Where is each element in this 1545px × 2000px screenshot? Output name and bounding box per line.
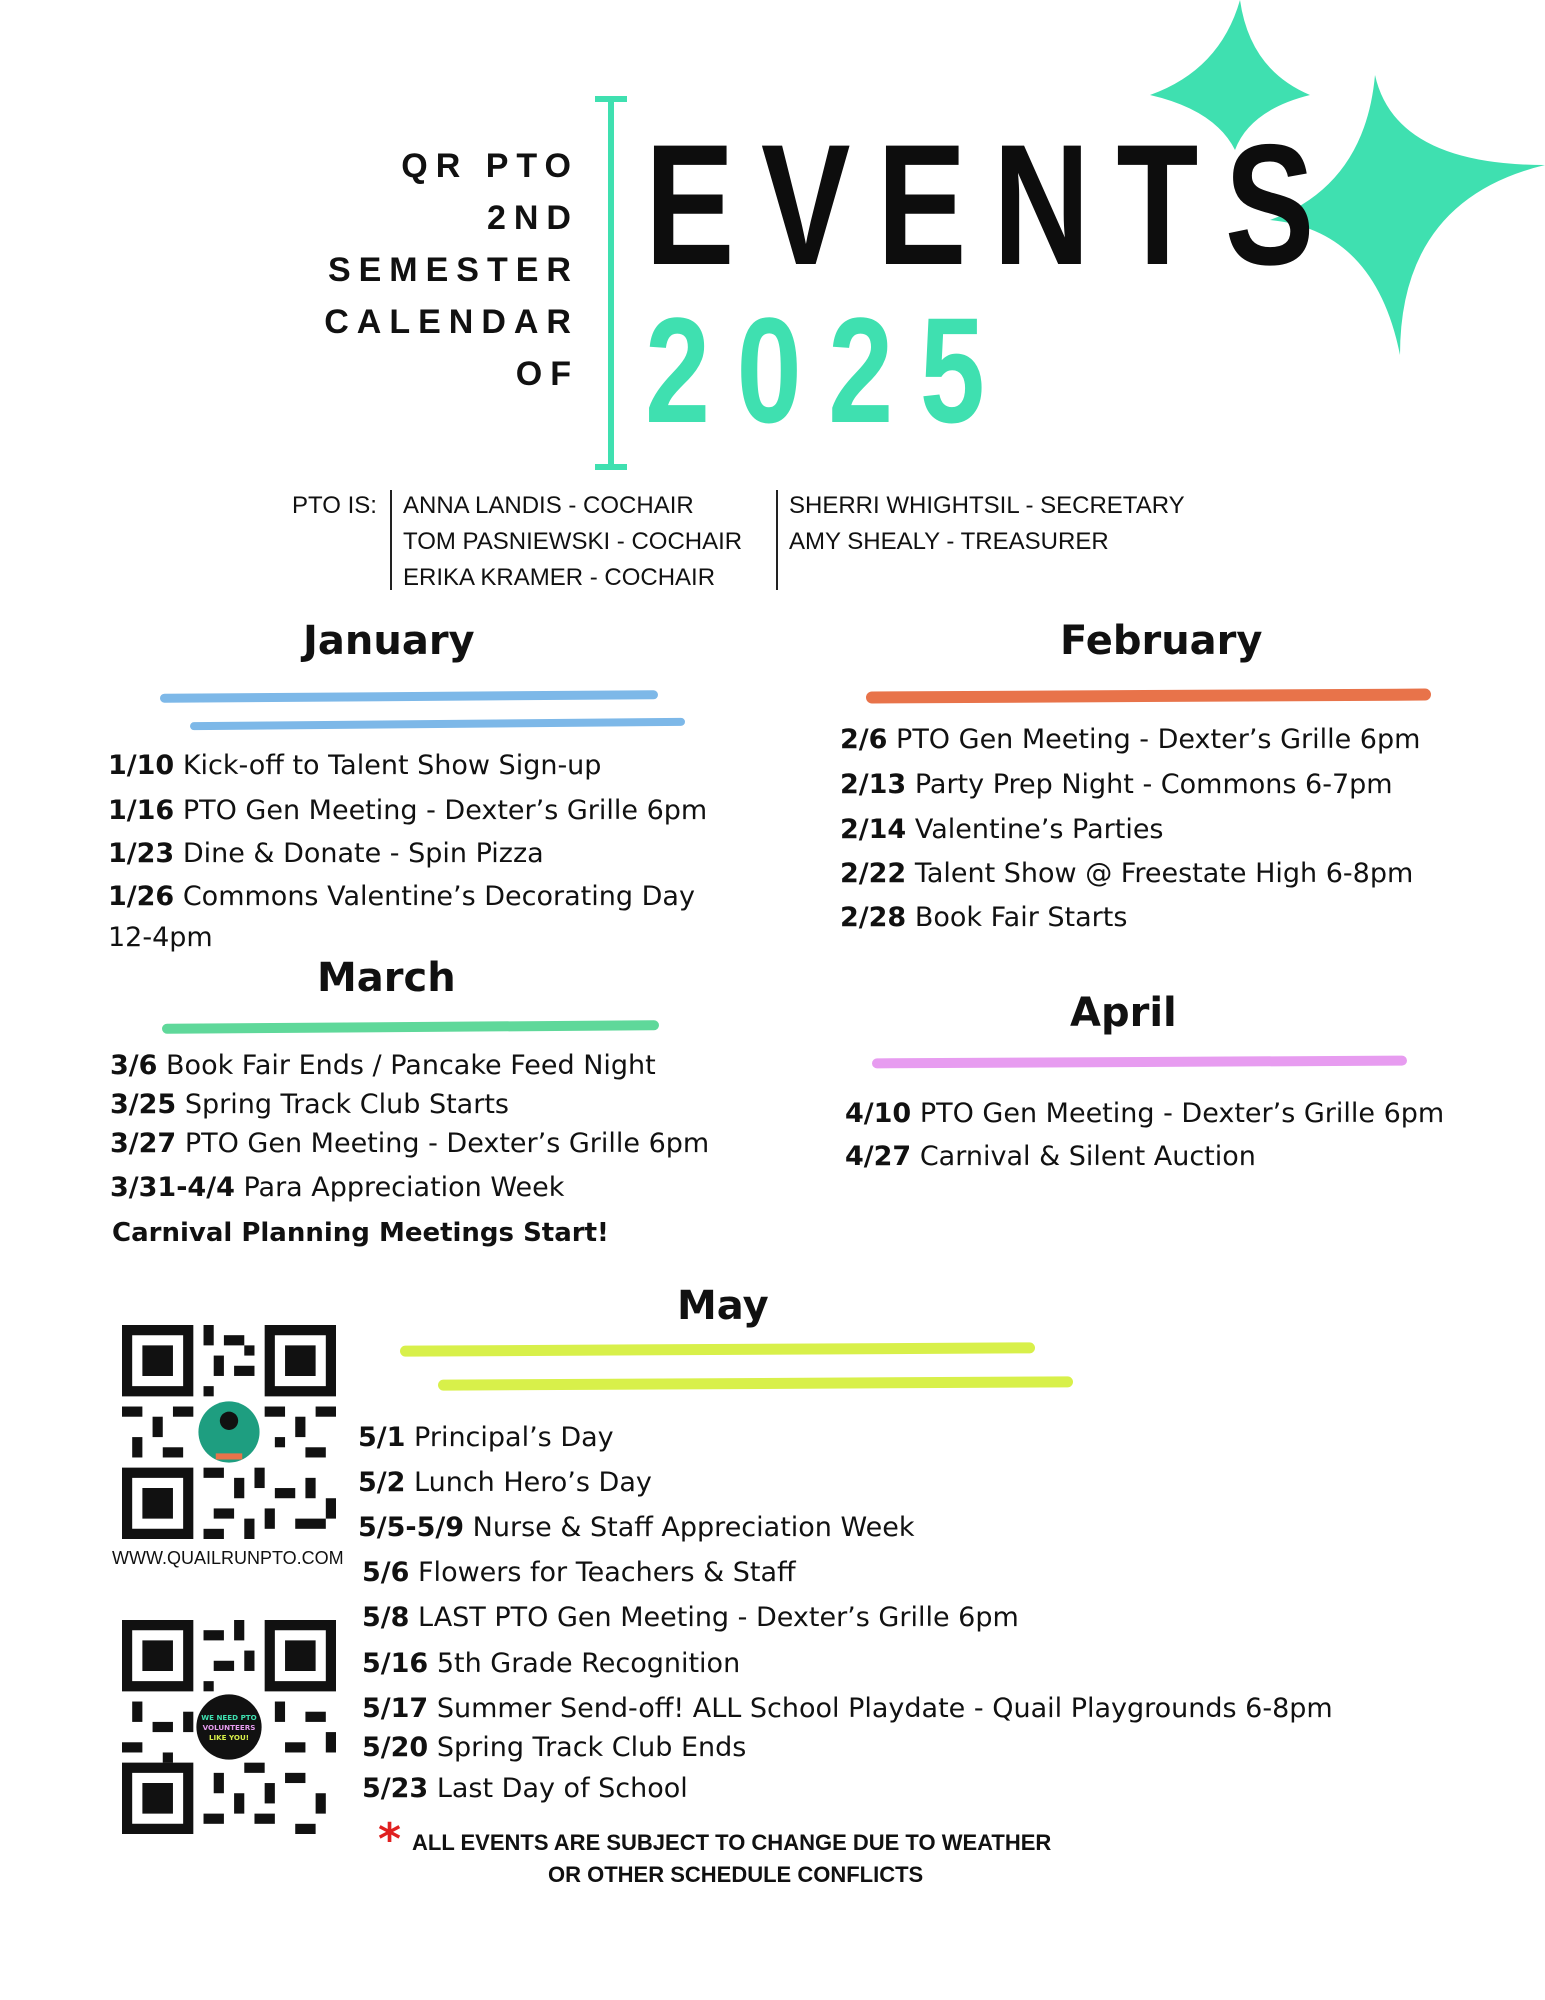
event-item (358, 1416, 614, 1460)
event-item (362, 1642, 740, 1686)
event-item (362, 1726, 746, 1770)
officers-divider (390, 490, 392, 590)
event-item (108, 744, 601, 788)
event-text: PTO Gen Meeting - Dexter’s Grille 6pm (919, 1098, 1445, 1129)
event-date: 5/5-5/9 (358, 1512, 465, 1543)
officers-column-2 (789, 488, 1185, 560)
april-brush-stroke (872, 1056, 1407, 1069)
website-qr-code[interactable] (122, 1325, 336, 1539)
month-heading-january: January (303, 618, 475, 664)
event-text: PTO Gen Meeting - Dexter’s Grille 6pm (182, 795, 708, 826)
event-item (110, 1083, 509, 1127)
event-date: 2/6 (840, 724, 888, 755)
event-item (840, 718, 1420, 762)
event-date: 3/25 (110, 1089, 177, 1120)
website-url[interactable]: WWW.QUAILRUNPTO.COM (112, 1548, 344, 1568)
month-heading-may: May (677, 1283, 769, 1329)
disclaimer-line-1: ALL EVENTS ARE SUBJECT TO CHANGE DUE TO WEATHER (412, 1830, 1052, 1855)
event-item (108, 789, 707, 833)
event-date: 1/26 (108, 881, 175, 912)
event-text: Party Prep Night - Commons 6-7pm (914, 769, 1393, 800)
event-text: Spring Track Club Starts (184, 1089, 509, 1120)
event-item (358, 1461, 652, 1505)
title-bracket (608, 98, 614, 468)
event-date: 3/27 (110, 1128, 177, 1159)
officer-name: ERIKA KRAMER - COCHAIR (403, 564, 716, 591)
officer-name: AMY SHEALY - TREASURER (789, 528, 1109, 555)
badge-line (209, 1733, 249, 1742)
may-brush-stroke (400, 1342, 1035, 1356)
event-item (110, 1166, 564, 1210)
event-date: 1/23 (108, 838, 175, 869)
month-heading-march: March (317, 955, 456, 1001)
event-text: Kick-off to Talent Show Sign-up (182, 750, 602, 781)
january-brush-stroke (160, 690, 658, 702)
officers-divider (776, 490, 778, 590)
event-date: 4/27 (845, 1141, 912, 1172)
disclaimer-line-2: OR OTHER SCHEDULE CONFLICTS (548, 1862, 924, 1887)
events-title: EVENTS (645, 109, 1341, 301)
officers-column-1 (403, 488, 742, 596)
event-date: 5/8 (362, 1602, 410, 1633)
event-item (362, 1687, 1333, 1731)
event-date: 5/2 (358, 1467, 406, 1498)
asterisk-icon: * (378, 1814, 402, 1865)
badge-line (201, 1713, 256, 1722)
event-text: Dine & Donate - Spin Pizza (182, 838, 544, 869)
event-text: Nurse & Staff Appreciation Week (472, 1512, 915, 1543)
event-item (110, 1122, 709, 1166)
event-item (845, 1092, 1444, 1136)
event-date: 5/1 (358, 1422, 406, 1453)
event-item (108, 832, 544, 876)
event-date: 5/20 (362, 1732, 429, 1763)
officers-label: PTO IS: (292, 492, 377, 519)
officer-name: SHERRI WHIGHTSIL - SECRETARY (789, 492, 1185, 519)
event-item (362, 1596, 1019, 1640)
event-highlight: Carnival Planning Meetings Start! (112, 1218, 609, 1248)
subtitle-line: CALENDAR (324, 303, 579, 341)
event-item (110, 1044, 656, 1088)
subtitle-line: 2ND (486, 199, 579, 237)
event-date: 2/13 (840, 769, 907, 800)
event-text: Book Fair Starts (914, 902, 1128, 933)
officer-name: TOM PASNIEWSKI - COCHAIR (403, 528, 743, 555)
event-text: Commons Valentine’s Decorating Day (182, 881, 695, 912)
march-brush-stroke (162, 1020, 659, 1033)
event-date: 2/14 (840, 814, 907, 845)
event-date: 5/16 (362, 1648, 429, 1679)
event-text: Lunch Hero’s Day (414, 1467, 652, 1498)
event-date: 5/6 (362, 1557, 410, 1588)
badge-line (203, 1723, 256, 1732)
year-title: 2025 (645, 286, 1012, 454)
volunteer-qr-code[interactable] (122, 1620, 336, 1834)
event-item (840, 852, 1413, 896)
event-text: Spring Track Club Ends (436, 1732, 747, 1763)
may-brush-stroke (438, 1376, 1073, 1390)
calendar-subtitle (324, 140, 579, 400)
event-item (362, 1551, 796, 1595)
month-heading-april: April (1070, 990, 1177, 1036)
subtitle-line: QR PTO (401, 147, 579, 185)
event-date: 5/23 (362, 1773, 429, 1804)
event-text: Principal’s Day (414, 1422, 614, 1453)
event-text: LAST PTO Gen Meeting - Dexter’s Grille 6pm (418, 1602, 1019, 1633)
event-text: Last Day of School (436, 1773, 688, 1804)
event-item (358, 1506, 914, 1550)
event-item (840, 896, 1127, 940)
officer-name: ANNA LANDIS - COCHAIR (403, 492, 694, 519)
title-bracket-top (595, 96, 627, 102)
event-date: 3/6 (110, 1050, 158, 1081)
event-date: 1/10 (108, 750, 175, 781)
event-text: Flowers for Teachers & Staff (418, 1557, 796, 1588)
event-text: PTO Gen Meeting - Dexter’s Grille 6pm (184, 1128, 710, 1159)
event-item (840, 763, 1393, 807)
event-date: 2/28 (840, 902, 907, 933)
event-text: Book Fair Ends / Pancake Feed Night (166, 1050, 656, 1081)
event-date: 4/10 (845, 1098, 912, 1129)
event-date: 1/16 (108, 795, 175, 826)
event-text: Talent Show @ Freestate High 6-8pm (914, 858, 1414, 889)
event-text: Para Appreciation Week (243, 1172, 565, 1203)
event-date: 3/31-4/4 (110, 1172, 235, 1203)
event-text: Valentine’s Parties (914, 814, 1164, 845)
event-item (840, 808, 1164, 852)
january-brush-stroke (190, 718, 685, 730)
event-date: 2/22 (840, 858, 907, 889)
event-item (108, 875, 695, 919)
subtitle-line: OF (515, 355, 579, 393)
event-text: PTO Gen Meeting - Dexter’s Grille 6pm (896, 724, 1421, 755)
title-bracket-bottom (595, 464, 627, 470)
event-item (845, 1135, 1256, 1179)
event-date: 5/17 (362, 1693, 429, 1724)
event-text: Summer Send-off! ALL School Playdate - Quail Playgrounds 6-8pm (436, 1693, 1333, 1724)
february-brush-stroke (866, 689, 1431, 704)
event-continuation: 12-4pm (108, 922, 213, 953)
subtitle-line: SEMESTER (327, 251, 579, 289)
month-heading-february: February (1060, 618, 1263, 664)
event-item (362, 1767, 688, 1811)
event-text: 5th Grade Recognition (436, 1648, 741, 1679)
event-text: Carnival & Silent Auction (919, 1141, 1256, 1172)
